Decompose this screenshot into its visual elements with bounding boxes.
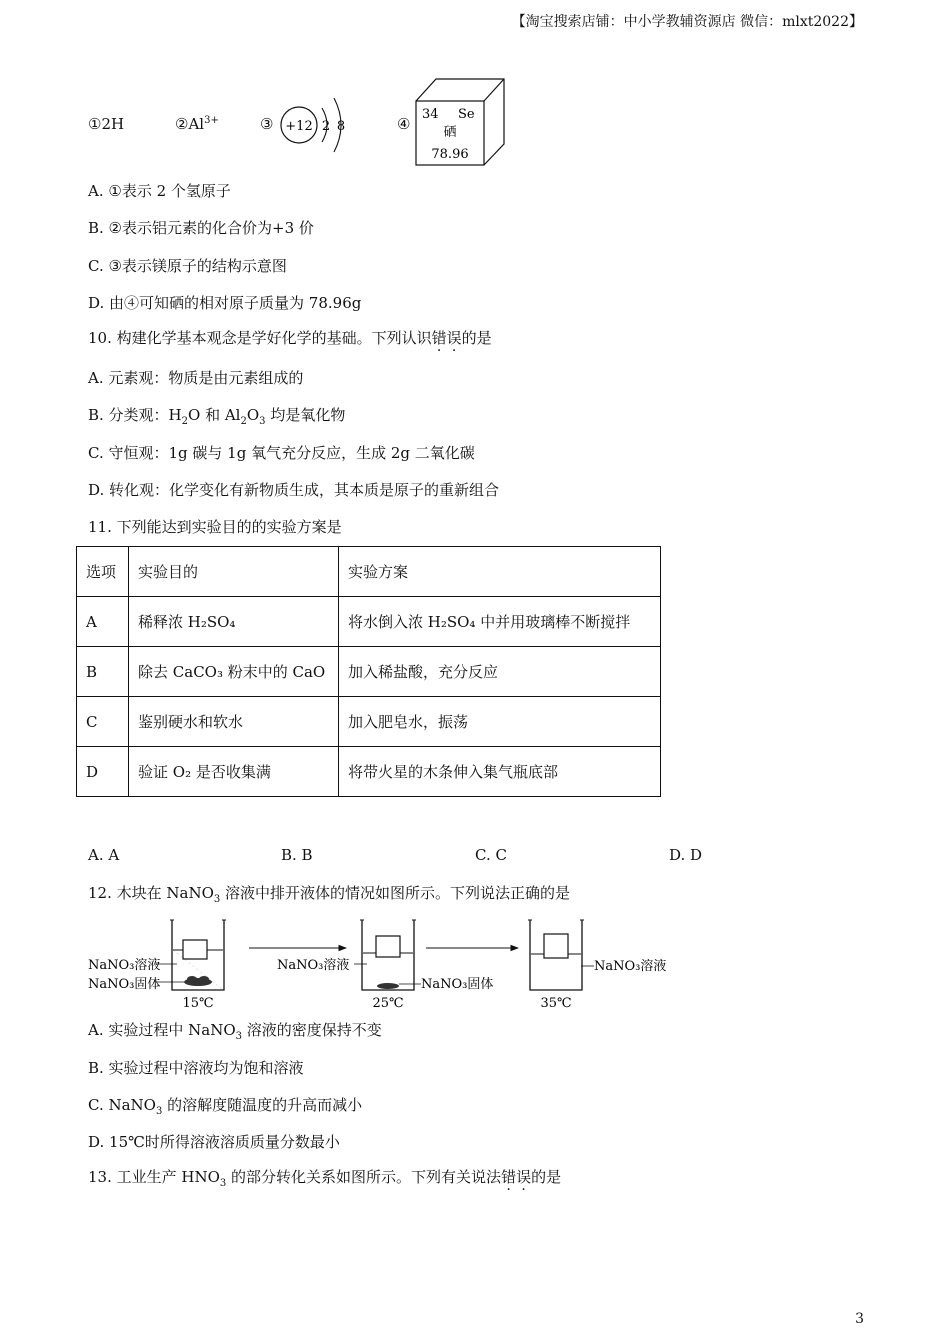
q9-item-1: ①2H [88,115,125,133]
row-purpose: 除去 CaCO₃ 粉末中的 CaO [129,647,339,697]
atomic-mass: 78.96 [431,147,469,162]
atomic-number: 34 [422,107,439,122]
q11-answer-d: D. D [669,846,703,864]
label-solid-2: NaNO₃固体 [421,977,494,992]
shop-header-note: 【淘宝搜索店铺：中小学教辅资源店 微信：mlxt2022】 [511,14,863,30]
row-plan: 将水倒入浓 H₂SO₄ 中并用玻璃棒不断搅拌 [339,597,661,647]
q11-table [76,546,661,797]
q11-stem: 11. 下列能达到实验目的的实验方案是 [88,518,342,536]
row-plan: 将带火星的木条伸入集气瓶底部 [339,747,661,797]
row-plan: 加入肥皂水，振荡 [339,697,661,747]
q11-answer-b: B. B [281,846,313,864]
label-solution-1: NaNO₃溶液 [88,958,161,973]
page-number: 3 [855,1311,864,1327]
q9-item-4-label: ④ [397,115,411,133]
row-key: B [77,647,129,697]
q9-item-3-label: ③ [260,115,274,133]
nucleus-charge: +12 [285,119,313,134]
magnesium-structure-diagram [276,90,356,158]
q10-option-d: D. 转化观：化学变化有新物质生成，其本质是原子的重新组合 [88,481,500,499]
label-temp-15: 15℃ [182,996,214,1010]
q12-option-d: D. 15℃时所得溶液溶质质量分数最小 [88,1133,340,1151]
beaker-35c [528,920,594,990]
row-key: A [77,597,129,647]
row-plan: 加入稀盐酸，充分反应 [339,647,661,697]
element-symbol: Se [458,107,475,122]
q9-option-b: B. ②表示铝元素的化合价为+3 价 [88,219,314,237]
table-row [77,747,661,797]
label-temp-35: 35℃ [540,996,572,1010]
q9-item-2: $②Al^{3+}$ [175,115,219,133]
element-name: 硒 [443,125,457,140]
q12-stem: 12. 木块在 NaNO$_3$ 溶液中排开液体的情况如图所示。下列说法正确的是 [88,884,571,905]
q10-option-c: C. 守恒观：1g 碳与 1g 氧气充分反应，生成 2g 二氧化碳 [88,444,475,462]
q12-option-b: B. 实验过程中溶液均为饱和溶液 [88,1059,304,1077]
q11-answer-a: A. A [88,846,120,864]
row-purpose: 稀释浓 H₂SO₄ [129,597,339,647]
q9-option-c: C. ③表示镁原子的结构示意图 [88,257,287,275]
row-key: D [77,747,129,797]
label-solution-3: NaNO₃溶液 [594,959,667,974]
q9-option-d: D. 由④可知硒的相对原子质量为 78.96g [88,294,362,312]
q13-stem: 13. 工业生产 $HNO_3$ 的部分转化关系如图所示。下列有关说法错误的是 [88,1168,562,1189]
table-header-row [77,547,661,597]
row-purpose: 鉴别硬水和软水 [129,697,339,747]
shell-1-count: 2 [321,119,331,134]
label-solution-2: NaNO₃溶液 [277,958,350,973]
row-purpose: 验证 O₂ 是否收集满 [129,747,339,797]
table-row [77,647,661,697]
shell-2-count: 8 [336,119,346,134]
q12-beaker-figure [84,912,684,1010]
header-purpose: 实验目的 [129,547,339,597]
table-row [77,597,661,647]
beaker-25c [354,920,421,990]
label-solid-1: NaNO₃固体 [88,977,161,992]
q10-option-a: A. 元素观：物质是由元素组成的 [88,369,304,387]
q9-option-a: A. ①表示 2 个氢原子 [88,182,231,200]
selenium-element-cell [412,76,508,168]
q12-option-a: A. 实验过程中 NaNO$_3$ 溶液的密度保持不变 [88,1021,382,1042]
q12-option-c: C. NaNO$_3$ 的溶解度随温度的升高而减小 [88,1096,363,1117]
beaker-15c [156,920,226,990]
q11-answer-c: C. C [475,846,507,864]
header-option: 选项 [77,547,129,597]
q10-option-b: B. 分类观：$H_2O$ 和 $Al_2O_3$ 均是氧化物 [88,406,346,427]
header-plan: 实验方案 [339,547,661,597]
row-key: C [77,697,129,747]
q10-stem: 10. 构建化学基本观念是学好化学的基础。下列认识错误的是 [88,329,492,347]
label-temp-25: 25℃ [372,996,404,1010]
table-row [77,697,661,747]
